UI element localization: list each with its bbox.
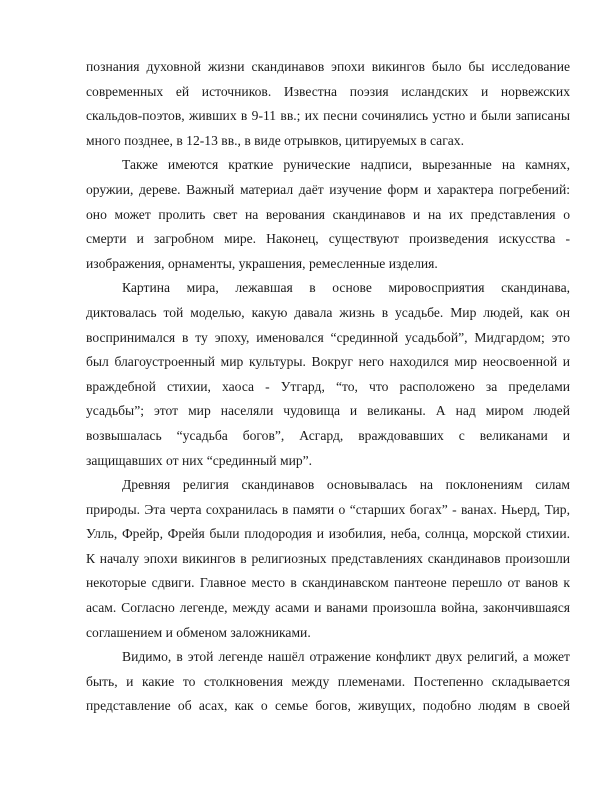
text-line: враждебной стихии, хаоса - Утгард, “то, что расположено за пределами [86,378,570,394]
text-line: изображения, орнаменты, украшения, ремесленные изделия. [86,255,438,271]
text-line: Картина мира, лежавшая в основе мировосприятия скандинава, [122,280,570,296]
text-line: оружии, дереве. Важный материал даёт изучение форм и характера погребений: [86,181,570,197]
text-line: защищавших от них “срединный мир”. [86,452,313,468]
text-line: Видимо, в этой легенде нашёл отражение конфликт двух религий, а может [122,649,570,665]
text-line: воспринимался в ту эпоху, именовался “срединной усадьбой”, Мидгардом; это [86,329,570,345]
text-line: современных ей источников. Известна поэзия исландских и норвежских [86,83,570,99]
text-line: Улль, Фрейр, Фрейя были плодородия и изобилия, неба, солнца, морской стихии. [86,526,570,542]
text-line: асам. Согласно легенде, между асами и ванами произошла война, закончившаяся [86,600,570,616]
text-line: представление об асах, как о семье богов, живущих, подобно людям в своей [86,698,570,714]
text-line: много позднее, в 12-13 вв., в виде отрывков, цитируемых в сагах. [86,132,464,148]
text-line: К началу эпохи викингов в религиозных представлениях скандинавов произошли [86,550,570,566]
paragraph-1 [86,55,570,153]
text-line: Также имеются краткие рунические надписи, вырезанные на камнях, [122,157,570,173]
paragraph-4 [86,473,570,645]
text-line: скальдов-поэтов, живших в 9-11 вв.; их песни сочинялись устно и были записаны [86,108,570,124]
text-line: соглашением и обменом заложниками. [86,624,311,640]
text-line: познания духовной жизни скандинавов эпохи викингов было бы исследование [86,59,570,74]
text-line: был благоустроенный мир культуры. Вокруг него находился мир неосвоенной и [86,354,570,370]
text-line: некоторые сдвиги. Главное место в скандинавском пантеоне перешло от ванов к [86,575,570,591]
document-body [86,55,570,719]
text-line: диктовалась той моделью, какую давала жизнь в усадьбе. Мир людей, как он [86,304,570,320]
paragraph-5 [86,645,570,719]
text-line: природы. Эта черта сохранилась в памяти о “старших богах” - ванах. Ньерд, Тир, [86,501,570,517]
paragraph-2 [86,153,570,276]
paragraph-3 [86,276,570,473]
text-line: Древняя религия скандинавов основывалась на поклонениям силам [122,477,570,493]
text-line: усадьбы”; этот мир населяли чудовища и великаны. А над миром людей [86,403,570,419]
text-line: быть, и какие то столкновения между племенами. Постепенно складывается [86,673,570,689]
text-line: возвышалась “усадьба богов”, Асгард, враждовавших с великанами и [86,427,570,443]
text-line: смерти и загробном мире. Наконец, существуют произведения искусства - [86,231,570,247]
text-line: оно может пролить свет на верования скандинавов и на их представления о [86,206,570,222]
